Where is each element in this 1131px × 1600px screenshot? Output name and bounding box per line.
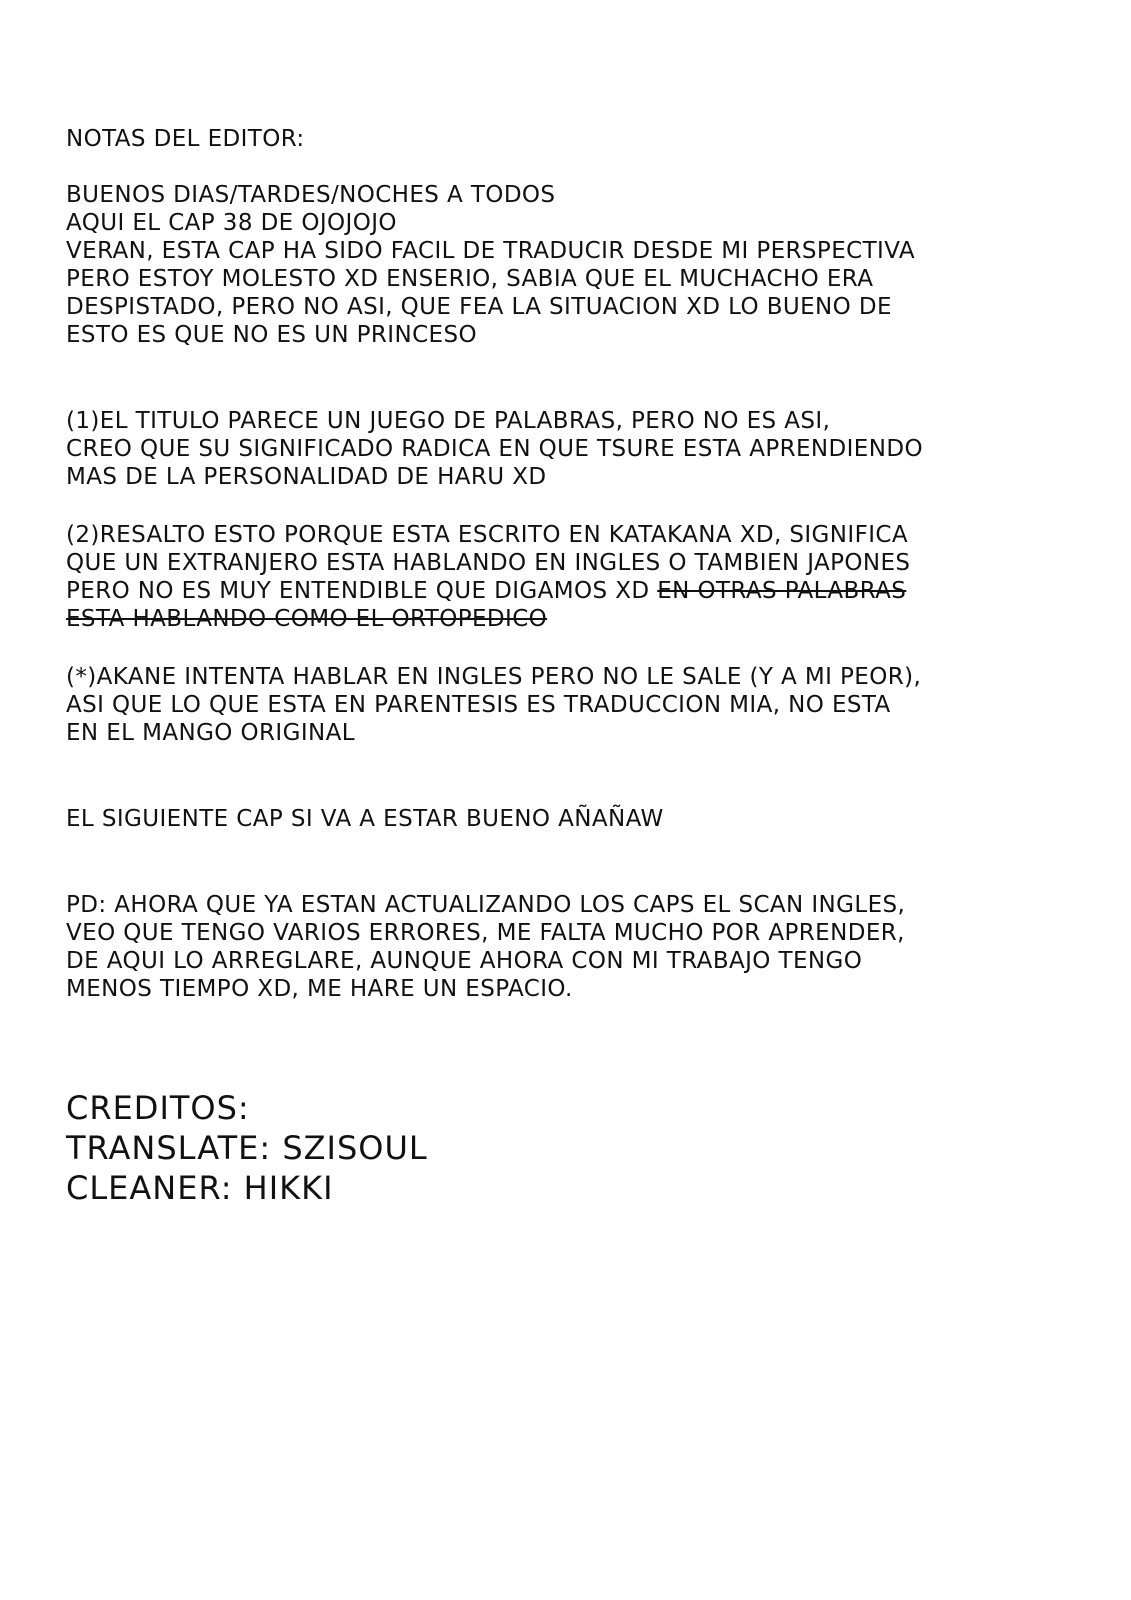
note1-line: (1)EL TITULO PARECE UN JUEGO DE PALABRAS, PERO NO ES ASI,: [66, 408, 831, 434]
spacer: [66, 349, 1076, 407]
spacer: [66, 633, 1076, 663]
credits-block: [66, 1088, 428, 1208]
intro-line: ESTO ES QUE NO ES UN PRINCESO: [66, 322, 477, 348]
credits-translate: TRANSLATE: SZISOUL: [66, 1129, 428, 1167]
intro-line: PERO ESTOY MOLESTO XD ENSERIO, SABIA QUE EL MUCHACHO ERA: [66, 266, 874, 292]
note2-struck-line: ESTA HABLANDO COMO EL ORTOPEDICO: [66, 606, 548, 632]
intro-line: VERAN, ESTA CAP HA SIDO FACIL DE TRADUCIR DESDE MI PERSPECTIVA: [66, 238, 916, 264]
note2-line: QUE UN EXTRANJERO ESTA HABLANDO EN INGLES O TAMBIEN JAPONES: [66, 550, 911, 576]
pd-line: DE AQUI LO ARREGLARE, AUNQUE AHORA CON MI TRABAJO TENGO: [66, 948, 863, 974]
credits-heading: CREDITOS:: [66, 1089, 250, 1127]
editor-notes: [66, 125, 1076, 1003]
spacer: [66, 747, 1076, 805]
notes-heading: NOTAS DEL EDITOR:: [66, 126, 305, 152]
next-chapter-note: EL SIGUIENTE CAP SI VA A ESTAR BUENO AÑAÑAW: [66, 806, 664, 832]
note1-line: CREO QUE SU SIGNIFICADO RADICA EN QUE TSURE ESTA APRENDIENDO: [66, 436, 923, 462]
note1-line: MAS DE LA PERSONALIDAD DE HARU XD: [66, 464, 547, 490]
intro-line: AQUI EL CAP 38 DE OJOJOJO: [66, 210, 397, 236]
note2-struck-text: EN OTRAS PALABRAS: [657, 578, 907, 604]
note3-line: (*)AKANE INTENTA HABLAR EN INGLES PERO NO LE SALE (Y A MI PEOR),: [66, 664, 922, 690]
note3-line: ASI QUE LO QUE ESTA EN PARENTESIS ES TRADUCCION MIA, NO ESTA: [66, 692, 891, 718]
spacer: [66, 153, 1076, 181]
pd-line: MENOS TIEMPO XD, ME HARE UN ESPACIO.: [66, 976, 573, 1002]
note3-line: EN EL MANGO ORIGINAL: [66, 720, 355, 746]
credits-cleaner: CLEANER: HIKKI: [66, 1169, 334, 1207]
note2-line: (2)RESALTO ESTO PORQUE ESTA ESCRITO EN KATAKANA XD, SIGNIFICA: [66, 522, 908, 548]
pd-line: VEO QUE TENGO VARIOS ERRORES, ME FALTA MUCHO POR APRENDER,: [66, 920, 905, 946]
pd-line: PD: AHORA QUE YA ESTAN ACTUALIZANDO LOS CAPS EL SCAN INGLES,: [66, 892, 906, 918]
spacer: [66, 491, 1076, 521]
intro-line: DESPISTADO, PERO NO ASI, QUE FEA LA SITUACION XD LO BUENO DE: [66, 294, 892, 320]
note2-line: [66, 577, 1076, 605]
spacer: [66, 833, 1076, 891]
note2-plain-text: PERO NO ES MUY ENTENDIBLE QUE DIGAMOS XD: [66, 578, 658, 604]
intro-line: BUENOS DIAS/TARDES/NOCHES A TODOS: [66, 182, 556, 208]
